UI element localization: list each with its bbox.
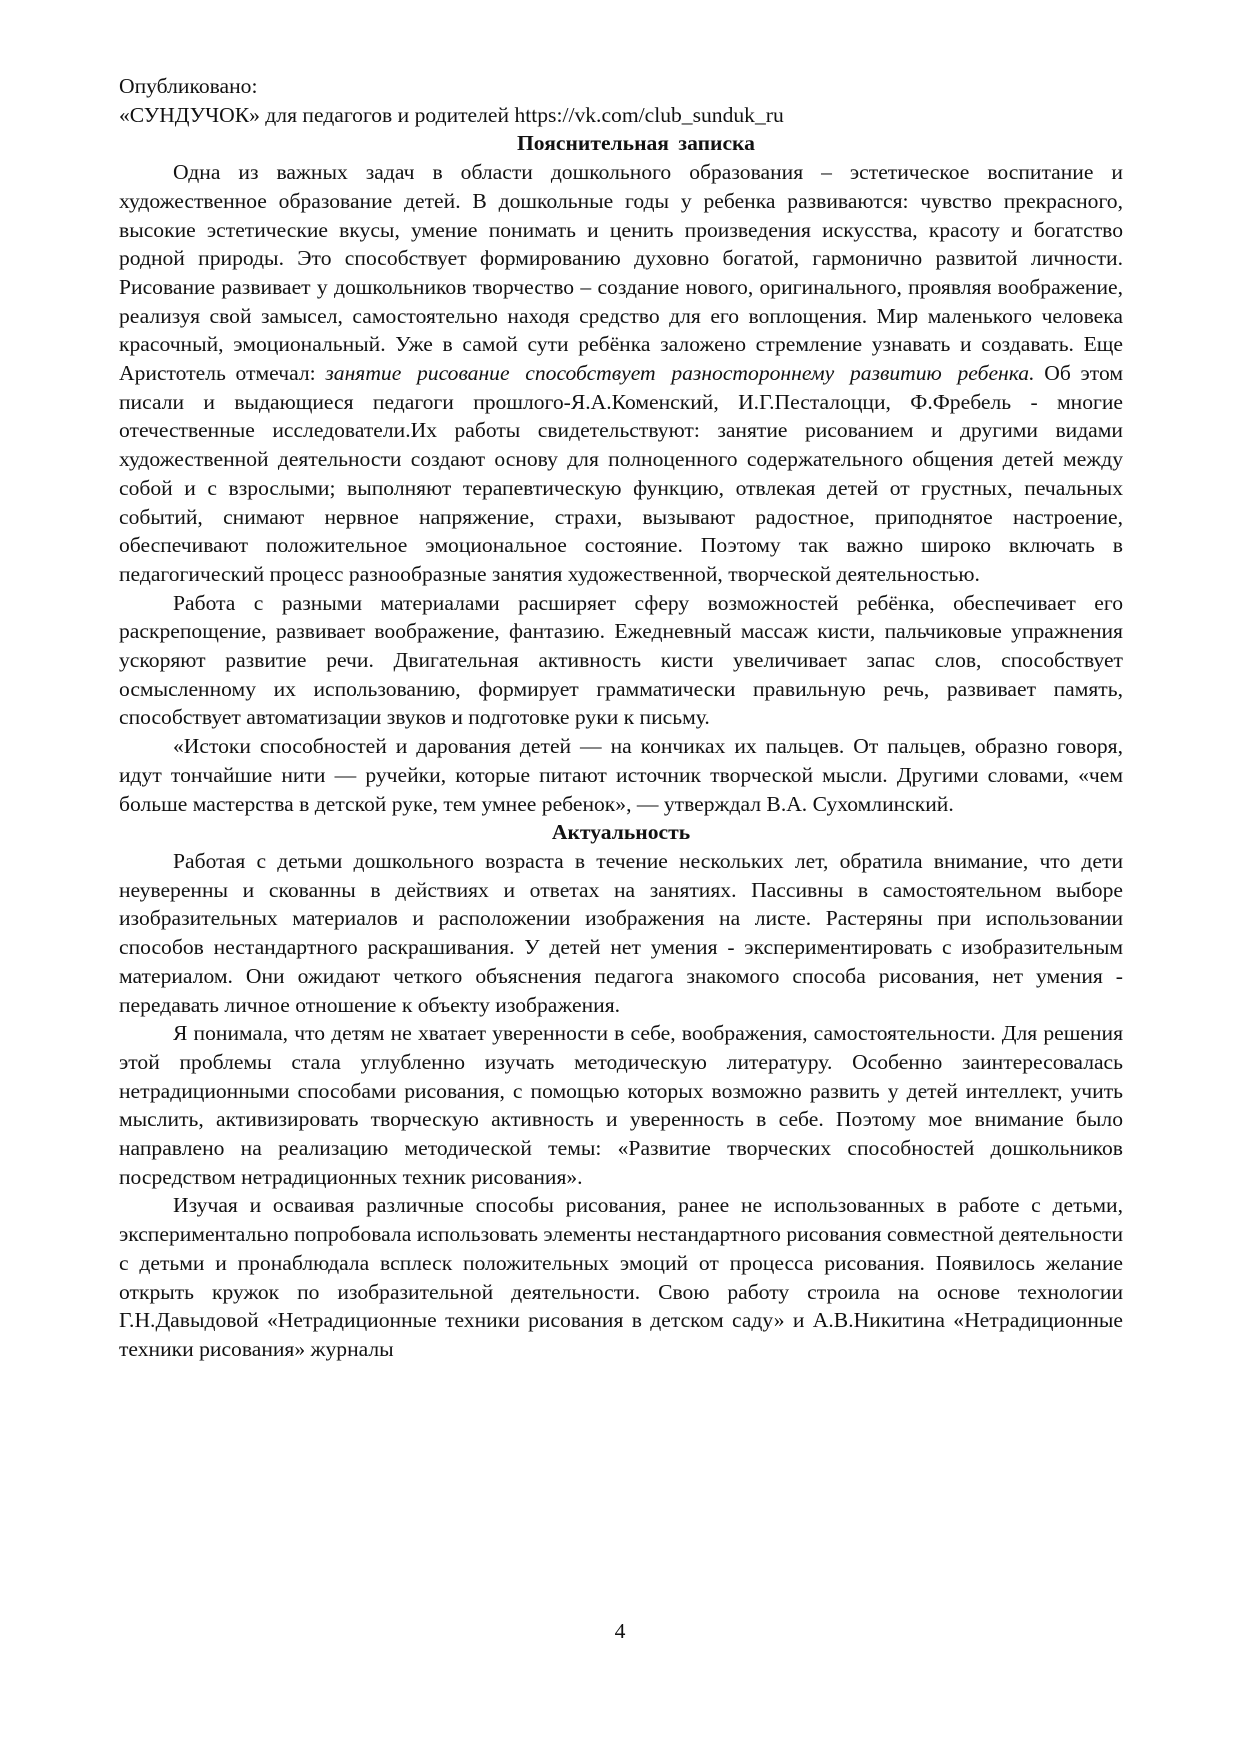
paragraph: «Истоки способностей и дарования детей — на кончиках их пальцев. От пальцев, образно говоря, идут тончайшие нити — ручейки, которые питают источник творческой мысли. Другими словами, «чем больше мастерства в детской руке, тем умнее ребенок», — утверждал В.А. Сухомлинский.: [119, 734, 1123, 816]
published-label: Опубликовано:: [119, 74, 258, 98]
section-title-relevance: Актуальность: [551, 820, 691, 845]
paragraph-text: Одна из важных задач в области дошкольного образования – эстетическое воспитание и художественное образование детей. В дошкольные годы у ребенка развиваются: чувство прекрасного, высокие эстетические вкусы, умение понимать и ценить произведения искусства, красоту и богатство родной природы. Это способствует формированию духовно богатой, гармонично развитой личности. Рисование развивает у дошкольников творчество – создание нового, оригинального, проявляя воображение, реализуя свой замысел, самостоятельно находя средство для его воплощения. Мир маленького человека красочный, эмоциональный. Уже в самой сути ребёнка заложено стремление узнавать и создавать. Еще Аристотель отмечал:: [119, 160, 1123, 386]
document-page: [119, 72, 1123, 1364]
section-title-explanatory-note: Пояснительная записка: [517, 131, 755, 156]
paragraph-text: Об этом писали и выдающиеся педагоги прошлого-Я.А.Коменский, И.Г.Песталоцци, Ф.Фребель - многие отечественные исследователи.Их работы свидетельствуют: занятие рисованием и другими видами художественной деятельности создают основу для полноценного содержательного общения детей между собой и с взрослыми; выполняют терапевтическую функцию, отвлекая детей от грустных, печальных событий, снимают нервное напряжение, страхи, вызывают радостное, приподнятое настроение, обеспечивают положительное эмоциональное состояние. Поэтому так важно широко включать в педагогический процесс разнообразные занятия художественной, творческой деятельностью.: [119, 361, 1123, 586]
publication-source: «СУНДУЧОК» для педагогов и родителей https://vk.com/club_sunduk_ru: [119, 102, 784, 127]
paragraph: Работая с детьми дошкольного возраста в течение нескольких лет, обратила внимание, что дети неуверенны и скованны в действиях и ответах на занятиях. Пассивны в самостоятельном выборе изобразительных материалов и расположении изображения на листе. Растеряны при использовании способов нестандартного раскрашивания. У детей нет умения - экспериментировать с изобразительным материалом. Они ожидают четкого объяснения педагога знакомого способа рисования, нет умения - передавать личное отношение к объекту изображения.: [119, 848, 1123, 1017]
paragraph: [119, 158, 1123, 589]
page-number: 4: [614, 1619, 626, 1643]
paragraph: Изучая и осваивая различные способы рисования, ранее не использованных в работе с детьми, экспериментально попробовала использовать элементы нестандартного рисования совместной деятельности с детьми и пронаблюдала всплеск положительных эмоций от процесса рисования. Появилось желание открыть кружок по изобразительной деятельности. Свою работу строила на основе технологии Г.Н.Давыдовой «Нетрадиционные техники рисования в детском саду» и А.В.Никитина «Нетрадиционные техники рисования» журналы: [119, 1193, 1123, 1361]
emphasis-quote: занятие рисование способствует разностороннему развитию ребенка.: [325, 361, 1035, 386]
paragraph: Работа с разными материалами расширяет сферу возможностей ребёнка, обеспечивает его раскрепощение, развивает воображение, фантазию. Ежедневный массаж кисти, пальчиковые упражнения ускоряют развитие речи. Двигательная активность кисти увеличивает запас слов, способствует осмысленному их использованию, формирует грамматически правильную речь, развивает память, способствует автоматизации звуков и подготовке руки к письму.: [119, 590, 1123, 730]
paragraph: Я понимала, что детям не хватает уверенности в себе, воображения, самостоятельности. Для решения этой проблемы стала углубленно изучать методическую литературу. Особенно заинтересовалась нетрадиционными способами рисования, с помощью которых возможно развить у детей интеллект, учить мыслить, активизировать творческую активность и уверенность в себе. Поэтому мое внимание было направлено на реализацию методической темы: «Развитие творческих способностей дошкольников посредством нетрадиционных техник рисования».: [119, 1021, 1123, 1189]
